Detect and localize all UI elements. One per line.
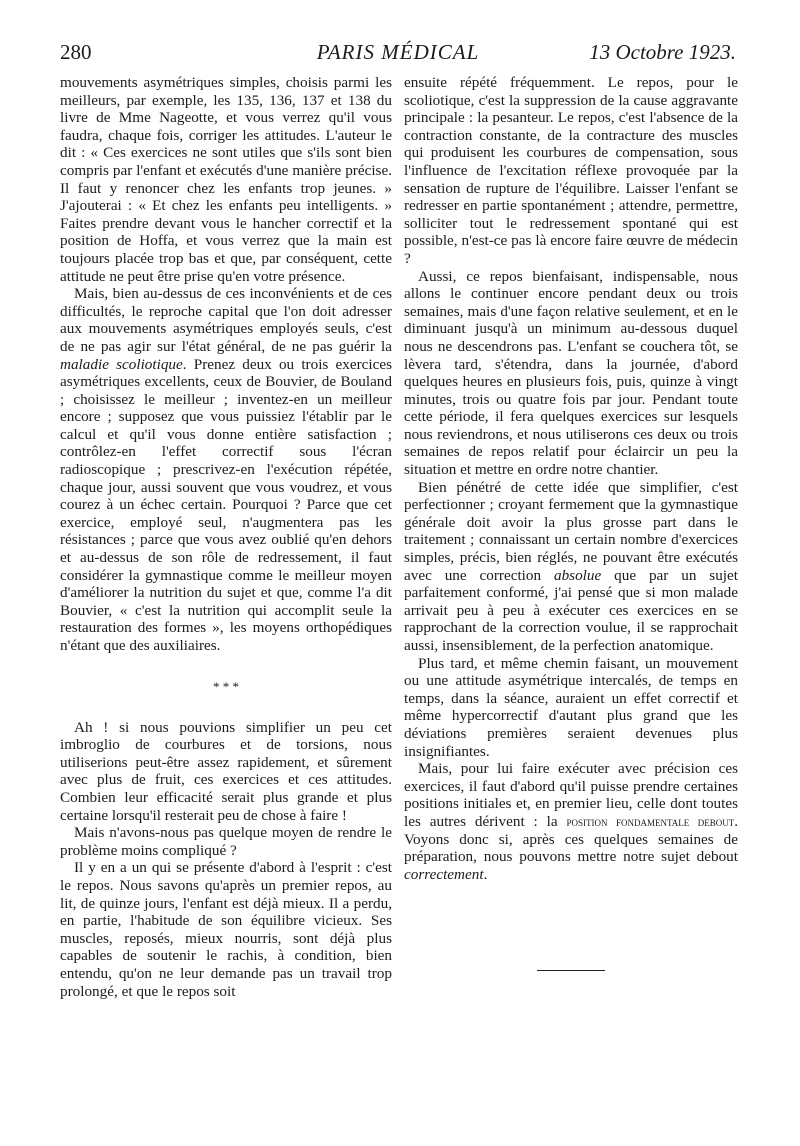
paragraph-text: que par un sujet parfaitement conformé, j'ai pensé que si mon malade arrivait peu à peu à exécuter ces exercices en se rapprochant de la correction voulue, il se rapprochait aussi, insensiblement, de la perfection anatomique.	[404, 566, 738, 654]
paragraph-text: Mais, pour lui faire exécuter avec précision ces exercices, il faut d'abord qu'il puisse prendre certaines positions initiales et, en premier lieu, celle dont toutes les autres dérivent : la	[404, 760, 738, 830]
paragraph	[404, 760, 738, 883]
running-header	[60, 40, 736, 74]
paragraph: Mais n'avons-nous pas quelque moyen de rendre le problème moins compliqué ?	[60, 824, 392, 859]
paragraph: Aussi, ce repos bienfaisant, indispensable, nous allons le continuer encore pendant deux ou trois semaines, mais d'une façon relative seulement, et en le diminuant jusqu'à un minimum au-dessous duquel nous ne descendrons pas. L'enfant se couchera tôt, se lèvera tard, s'étendra, dans la journée, d'abord quelques heures en plusieurs fois, puis, quinze à vingt minutes, trois ou quatre fois par jour. Pendant toute cette période, il fera quelques exercices sur lesquels nous reviendrons, et nous utiliserons ces deux ou trois semaines de repos relatif pour éclaircir un peu la situation et mettre en ordre notre chantier.	[404, 267, 738, 479]
section-separator: * * *	[213, 678, 239, 694]
emphasis: absolue	[553, 566, 602, 584]
paragraph: Ah ! si nous pouvions simplifier un peu cet imbroglio de courbures et de torsions, nous utiliserions peut-être assez rapidement, et sûrement avec plus de fruit, ces exercices et ces attitudes. Combien leur efficacité serait plus grande et plus certaine lorsqu'il resterait peu de chose à faire !	[60, 718, 392, 824]
paragraph: ensuite répété fréquemment. Le repos, pour le scoliotique, c'est la suppression de la cause aggravante principale : la pesanteur. Le repos, c'est l'absence de la contraction constante, de la contracture des muscles qui produisent les courbures de compensation, sous l'influence de l'excitation réflexe provoquée par la sensation de rupture de l'équilibre. Laisser l'enfant se redresser en partie spontanément ; attendre, permettre, solliciter tout le redressement spontané qui est possible, n'est-ce pas là encore faire œuvre de médecin ?	[404, 74, 738, 267]
paragraph-text: . Voyons donc si, après ces quelques semaines de préparation, nous pouvons mettre notre sujet debout	[404, 812, 738, 866]
right-column	[404, 74, 738, 883]
issue-date: 13 Octobre 1923.	[589, 40, 736, 64]
emphasis: maladie scoliotique	[60, 355, 183, 373]
paragraph: Il y en a un qui se présente d'abord à l'esprit : c'est le repos. Nous savons qu'après un premier repos, au lit, de quinze jours, l'enfant est déjà mieux. Il a perdu, en partie, l'habitude de son équilibre vicieux. Ses muscles, reposés, mieux nourris, sont déjà plus capables de soutenir le rachis, à condition, bien entendu, qu'on ne leur demande pas un travail trop prolongé, et que le repos soit	[60, 859, 392, 1000]
end-rule	[537, 970, 605, 971]
small-caps-term: position fondamentale debout	[566, 813, 735, 829]
paragraph-text: . Prenez deux ou trois exercices asymétriques excellents, ceux de Bouvier, de Bouland ; choisissez le meilleur ; inventez-en un meilleur encore ; supposez que vous puissiez l'établir par le calcul et qu'il vous donne entière satisfaction ; contrôlez-en l'effet correctif sous l'écran radioscopique ; prescrivez-en l'exécution répétée, chaque jour, aussi souvent que vous voudrez, et vous courez à un échec certain. Pourquoi ? Parce que cet exercice, employé seul, n'augmentera pas les résistances ; parce que vous avez oublié qu'en dehors et au-dessus de son rôle de redressement, il faut considérer la gymnastique comme le meilleur moyen d'améliorer la nutrition du sujet et que, comme l'a dit Bouvier, « c'est la nutrition qui accomplit seule la restauration des formes », les moyens orthopédiques n'étant que des auxiliaires.	[60, 355, 392, 654]
paragraph-text: Mais, bien au-dessus de ces inconvénients et de ces difficultés, le reproche capital que l'on doit adresser aux mouvements asymétriques employés seuls, c'est de ne pas agir sur l'état général, de ne pas guérir la	[60, 285, 392, 355]
paragraph-text: .	[483, 865, 488, 883]
journal-title: PARIS MÉDICAL	[316, 40, 480, 64]
emphasis: correctement	[404, 865, 484, 883]
paragraph: Plus tard, et même chemin faisant, un mouvement ou une attitude asymétrique intercalés, de temps en temps, dans la séance, auraient un effet correctif et même hypercorrectif d'autant plus grand que les déviations premières seraient devenues plus insignifiantes.	[404, 654, 738, 760]
left-column	[60, 74, 392, 1000]
paragraph-text: Bien pénétré de cette idée que simplifier, c'est perfectionner ; croyant fermement que la gymnastique générale doit avoir la plus grosse part dans le traitement ; connaissant un certain nombre d'exercices simples, précis, bien réglés, ne pouvant être exécutés avec une correction	[404, 478, 738, 584]
paragraph	[404, 479, 738, 655]
paragraph	[60, 285, 392, 654]
paragraph: mouvements asymétriques simples, choisis parmi les meilleurs, par exemple, les 135, 136, 137 et 138 du livre de Mme Nageotte, et vous verrez qu'il vous faudra, chaque fois, corriger les attitudes. L'auteur le dit : « Ces exercices ne sont utiles que s'ils sont bien compris par l'enfant et exécutés d'une manière précise. Il faut y renoncer chez les enfants trop jeunes. » J'ajouterai : « Et chez les enfants peu intelligents. » Faites prendre devant vous le hancher correctif et la position de Hoffa, et vous verrez que la main est toujours placée trop bas et que, par conséquent, cette attitude ne peut être prise qu'en votre présence.	[60, 74, 392, 285]
page-number: 280	[60, 40, 92, 64]
